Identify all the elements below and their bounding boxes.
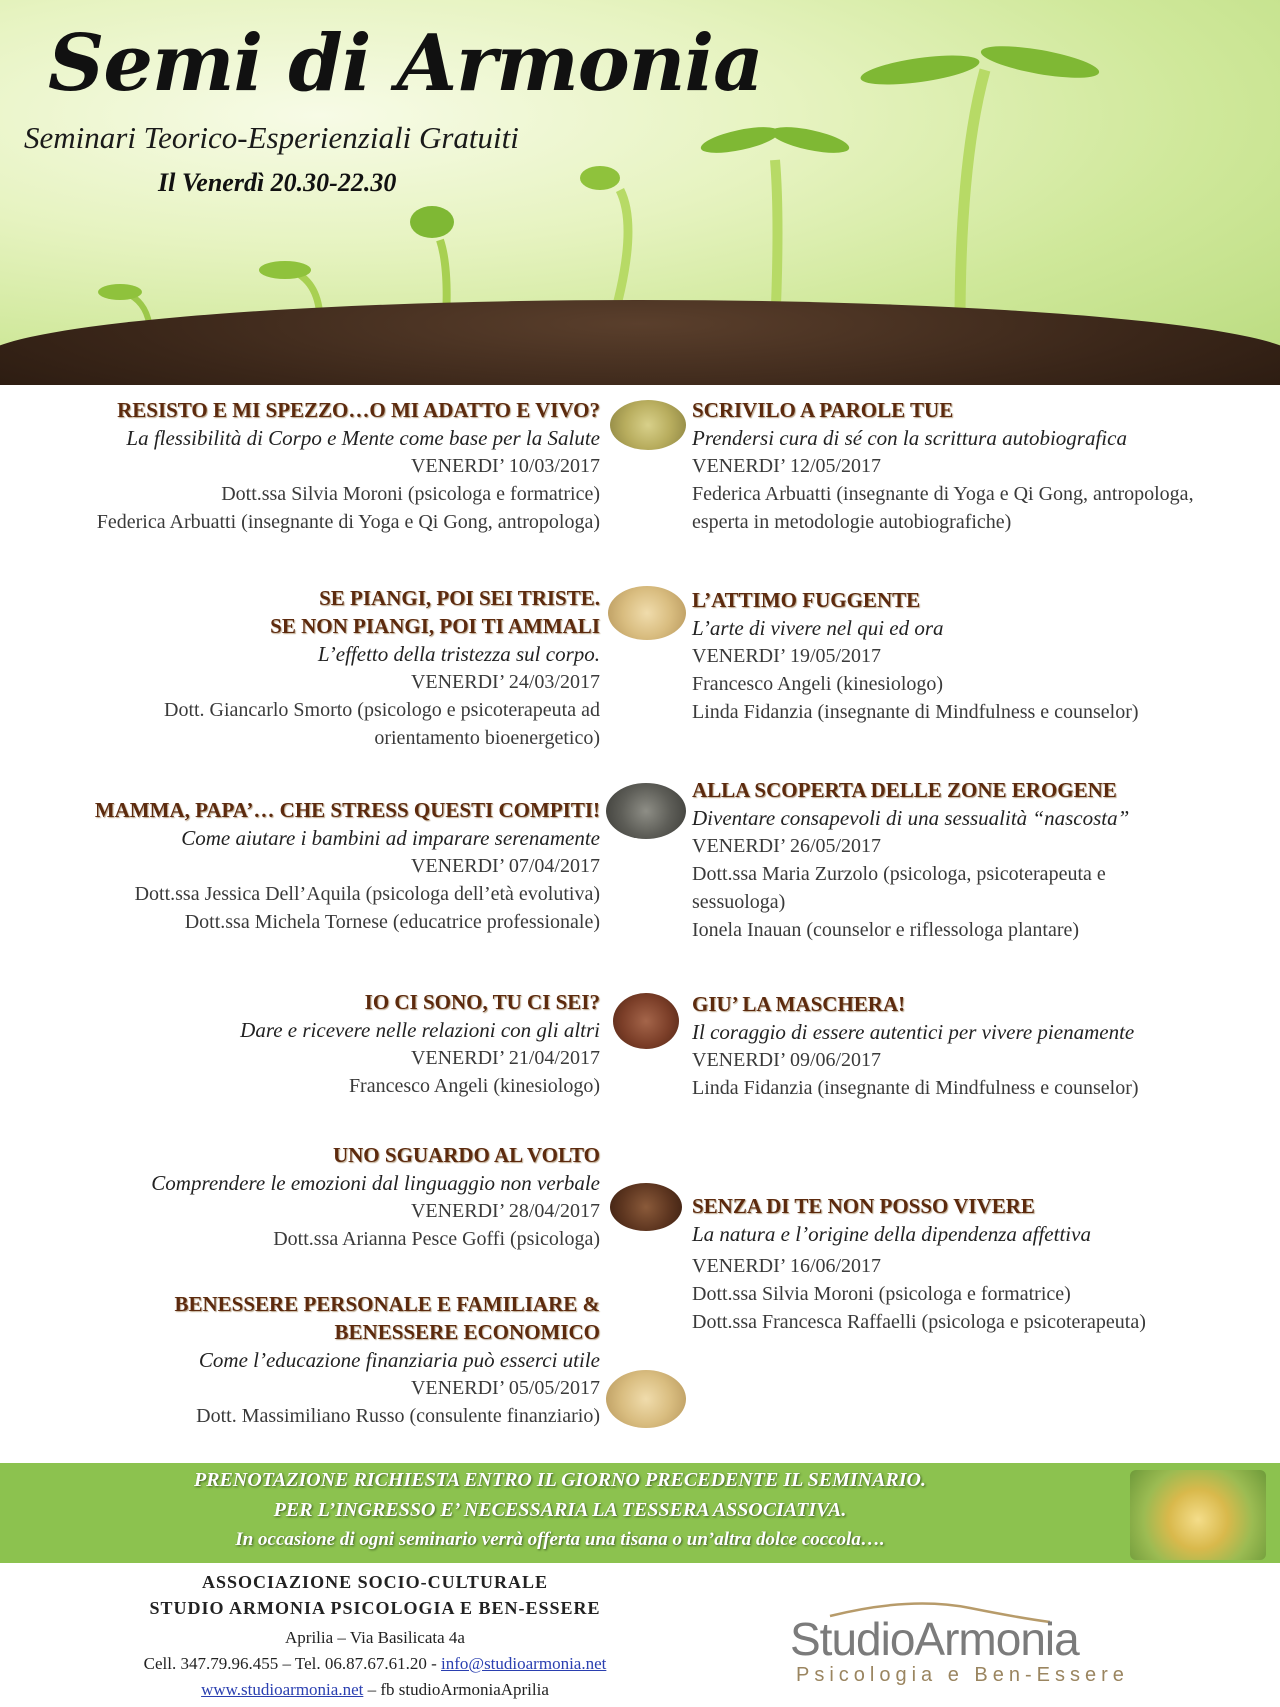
seminar-speaker: Dott.ssa Arianna Pesce Goffi (psicologa) xyxy=(273,1228,600,1250)
seminar-title: IO CI SONO, TU CI SEI? xyxy=(364,990,600,1014)
seminar-title: ALLA SCOPERTA DELLE ZONE EROGENE xyxy=(692,778,1117,802)
banner-line: PER L’INGRESSO E’ NECESSARIA LA TESSERA ASSOCIATIVA. xyxy=(273,1499,847,1521)
seminar-date: VENERDI’ 19/05/2017 xyxy=(692,645,882,667)
seminar-item xyxy=(692,776,1280,944)
seminar-date: VENERDI’ 24/03/2017 xyxy=(410,671,600,693)
reservation-banner xyxy=(0,1463,1280,1563)
seminar-item xyxy=(692,586,1280,726)
seminar-item xyxy=(0,584,600,752)
seminar-date: VENERDI’ 12/05/2017 xyxy=(692,455,882,477)
seed-image xyxy=(610,1183,682,1231)
seminar-subtitle: Comprendere le emozioni dal linguaggio non verbale xyxy=(151,1171,600,1195)
seed-image xyxy=(613,993,679,1049)
seed-image xyxy=(606,1370,686,1428)
seminar-speaker: Dott.ssa Jessica Dell’Aquila (psicologa dell’età evolutiva) xyxy=(134,883,600,905)
seminar-speaker: Dott.ssa Michela Tornese (educatrice professionale) xyxy=(184,911,600,933)
seminar-speaker: Federica Arbuatti (insegnante di Yoga e Qi Gong, antropologa) xyxy=(96,511,600,533)
seminar-item xyxy=(692,396,1280,536)
seminar-item xyxy=(692,1192,1280,1336)
seminar-title: UNO SGUARDO AL VOLTO xyxy=(332,1143,600,1167)
seminar-subtitle: Diventare consapevoli di una sessualità “nascosta” xyxy=(692,806,1130,830)
seminar-subtitle: Come l’educazione finanziaria può esserci utile xyxy=(198,1348,600,1372)
seed-image xyxy=(608,586,686,640)
seminar-speaker: Dott. Massimiliano Russo (consulente finanziario) xyxy=(196,1405,600,1427)
seminar-subtitle: Prendersi cura di sé con la scrittura autobiografica xyxy=(692,426,1127,450)
herbal-tea-image xyxy=(1130,1470,1266,1560)
logo-name: StudioArmonia xyxy=(790,1613,1079,1665)
seminar-item xyxy=(692,990,1280,1102)
seminar-speaker: Ionela Inauan (counselor e riflessologa plantare) xyxy=(692,919,1080,941)
seminar-speaker: sessuologa) xyxy=(692,891,786,913)
address: Aprilia – Via Basilicata 4a xyxy=(285,1628,465,1647)
web-line xyxy=(100,1680,650,1700)
seminar-item xyxy=(0,988,600,1100)
seminar-speaker: esperta in metodologie autobiografiche) xyxy=(692,511,1012,533)
seminar-item xyxy=(0,796,600,936)
seminar-item xyxy=(0,1141,600,1253)
association-name: ASSOCIAZIONE SOCIO-CULTURALE xyxy=(202,1572,548,1592)
seminar-speaker: Dott.ssa Maria Zurzolo (psicologa, psicoterapeuta e xyxy=(692,863,1106,885)
contact-line xyxy=(100,1654,650,1674)
seminar-title: SENZA DI TE NON POSSO VIVERE xyxy=(692,1194,1035,1218)
seed-image xyxy=(610,400,686,450)
seminar-date: VENERDI’ 21/04/2017 xyxy=(410,1047,600,1069)
seed-image xyxy=(606,783,686,839)
banner-line: In occasione di ogni seminario verrà offerta una tisana o un’altra dolce coccola…. xyxy=(235,1529,885,1550)
seminar-title: SE PIANGI, POI SEI TRISTE. xyxy=(319,586,600,610)
seminar-title: RESISTO E MI SPEZZO…O MI ADATTO E VIVO? xyxy=(117,398,600,422)
seminar-speaker: Dott.ssa Silvia Moroni (psicologa e formatrice) xyxy=(221,483,600,505)
facebook-handle: – fb studioArmoniaAprilia xyxy=(367,1680,549,1699)
seminar-date: VENERDI’ 28/04/2017 xyxy=(410,1200,600,1222)
page-title: Semi di Armonia xyxy=(48,18,763,109)
seminar-speaker: orientamento bioenergetico) xyxy=(374,727,600,749)
seminar-subtitle: Dare e ricevere nelle relazioni con gli altri xyxy=(240,1018,600,1042)
seminar-speaker: Dott. Giancarlo Smorto (psicologo e psicoterapeuta ad xyxy=(164,699,600,721)
seminar-speaker: Dott.ssa Silvia Moroni (psicologa e formatrice) xyxy=(692,1283,1071,1305)
association-name-line2: STUDIO ARMONIA PSICOLOGIA E BEN-ESSERE xyxy=(149,1598,601,1618)
seminar-speaker: Linda Fidanzia (insegnante di Mindfulness e counselor) xyxy=(692,701,1139,723)
banner-line: PRENOTAZIONE RICHIESTA ENTRO IL GIORNO PRECEDENTE IL SEMINARIO. xyxy=(193,1469,926,1491)
seminar-speaker: Francesco Angeli (kinesiologo) xyxy=(692,673,944,695)
seminar-date: VENERDI’ 26/05/2017 xyxy=(692,835,882,857)
seminar-item xyxy=(0,1290,600,1430)
seminar-title: SCRIVILO A PAROLE TUE xyxy=(692,398,954,422)
phone-numbers: Cell. 347.79.96.455 – Tel. 06.87.67.61.20 - xyxy=(143,1654,437,1673)
seminar-date: VENERDI’ 16/06/2017 xyxy=(692,1255,882,1277)
seminar-date: VENERDI’ 10/03/2017 xyxy=(410,455,600,477)
seminar-speaker: Federica Arbuatti (insegnante di Yoga e Qi Gong, antropologa, xyxy=(692,483,1194,505)
seminar-date: VENERDI’ 05/05/2017 xyxy=(410,1377,600,1399)
email-link[interactable]: info@studioarmonia.net xyxy=(441,1654,607,1673)
seminar-subtitle: La flessibilità di Corpo e Mente come base per la Salute xyxy=(126,426,600,450)
schedule-time: Il Venerdì 20.30-22.30 xyxy=(158,168,397,197)
seminar-date: VENERDI’ 09/06/2017 xyxy=(692,1049,882,1071)
page-subtitle: Seminari Teorico-Esperienziali Gratuiti xyxy=(24,120,519,155)
seminar-title: GIU’ LA MASCHERA! xyxy=(692,992,906,1016)
seminar-subtitle: Il coraggio di essere autentici per vivere pienamente xyxy=(692,1020,1135,1044)
header-image xyxy=(0,0,1280,385)
seminar-title: BENESSERE PERSONALE E FAMILIARE & xyxy=(174,1292,600,1316)
seminar-date: VENERDI’ 07/04/2017 xyxy=(410,855,600,877)
seminar-title: L’ATTIMO FUGGENTE xyxy=(692,588,921,612)
seminar-subtitle: La natura e l’origine della dipendenza affettiva xyxy=(692,1222,1091,1246)
seminar-speaker: Dott.ssa Francesca Raffaelli (psicologa e psicoterapeuta) xyxy=(692,1311,1146,1333)
seminar-title: MAMMA, PAPA’… CHE STRESS QUESTI COMPITI! xyxy=(94,798,600,822)
seminar-title-line2: BENESSERE ECONOMICO xyxy=(334,1320,600,1344)
studio-armonia-logo xyxy=(790,1612,1190,1692)
seminar-title-line2: SE NON PIANGI, POI TI AMMALI xyxy=(270,614,600,638)
seminar-item xyxy=(0,396,600,536)
seminar-subtitle: L’arte di vivere nel qui ed ora xyxy=(692,616,944,640)
seminar-speaker: Linda Fidanzia (insegnante di Mindfulness e counselor) xyxy=(692,1077,1139,1099)
website-link[interactable]: www.studioarmonia.net xyxy=(201,1680,364,1699)
logo-tagline: Psicologia e Ben-Essere xyxy=(796,1664,1129,1686)
seminar-speaker: Francesco Angeli (kinesiologo) xyxy=(348,1075,600,1097)
seminar-subtitle: Come aiutare i bambini ad imparare serenamente xyxy=(181,826,600,850)
seminar-subtitle: L’effetto della tristezza sul corpo. xyxy=(317,642,600,666)
